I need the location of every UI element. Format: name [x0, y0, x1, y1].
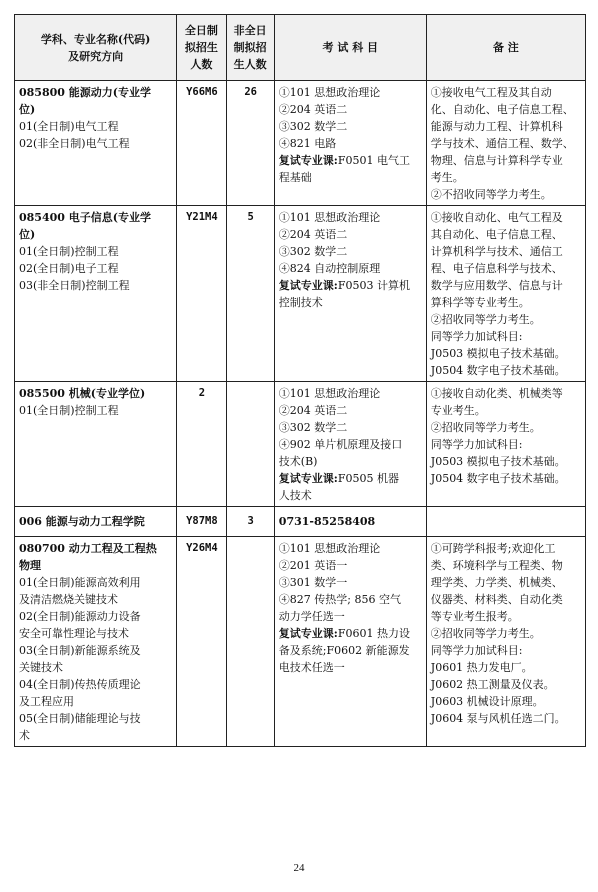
page-number: 24 [293, 862, 305, 874]
retest-line [279, 152, 423, 169]
retest-label: 复试专业课: [278, 154, 338, 167]
document-page [14, 14, 586, 747]
retest-label: 复试专业课: [278, 279, 338, 292]
retest-line [279, 470, 423, 487]
retest-label: 复试专业课: [278, 472, 338, 485]
fulltime-quota: Y26M4 [177, 537, 226, 747]
major-cell: 085400 电子信息(专业学 位) 01(全日制)控制工程 02(全日制)电子工程 03(非全日制)控制工程 [15, 206, 177, 382]
parttime-quota [226, 382, 274, 507]
header-exams: 考 试 科 目 [274, 15, 426, 81]
major-cell: 085800 能源动力(专业学 位) 01(全日制)电气工程 02(非全日制)电气工程 [15, 81, 177, 206]
college-phone: 0731-85258408 [274, 507, 426, 537]
retest-text: F0501 电气工 [337, 154, 410, 167]
header-parttime: 非全日 制拟招 生人数 [226, 15, 274, 81]
admissions-table [14, 14, 586, 747]
fulltime-quota: Y21M4 [177, 206, 226, 382]
exams-cell: ①101 思想政治理论 ②201 英语一 ③301 数学一 ④827 传热学; 856 空气 动力学任选一 复试专业课:F0601 热力设 备及系统;F0602 新能源发 电技术任选一 [274, 537, 426, 747]
fulltime-quota: Y66M6 [177, 81, 226, 206]
retest-line [279, 625, 423, 642]
major-cell: 080700 动力工程及工程热 物理 01(全日制)能源高效利用 及清洁燃烧关键技术 02(全日制)能源动力设备 安全可靠性理论与技术 03(全日制)新能源系统及 关键技术 04(全日制)传热传质理论 及工程应用 05(全日制)储能理论与技 术 [15, 537, 177, 747]
header-major: 学科、专业名称(代码) 及研究方向 [15, 15, 177, 81]
table-row [15, 537, 586, 747]
college-row [15, 507, 586, 537]
header-fulltime: 全日制 拟招生 人数 [177, 15, 226, 81]
parttime-quota: 5 [226, 206, 274, 382]
notes-cell: ①接收自动化类、机械类等 专业考生。 ②招收同等学力考生。 同等学力加试科目: J0503 模拟电子技术基础。 J0504 数字电子技术基础。 [426, 382, 585, 507]
header-notes: 备 注 [426, 15, 585, 81]
major-cell: 085500 机械(专业学位) 01(全日制)控制工程 [15, 382, 177, 507]
notes-cell: ①接收电气工程及其自动 化、自动化、电子信息工程、 能源与动力工程、计算机科 学与技术、通信工程、数学、 物理、信息与计算科学专业 考生。 ②不招收同等学力考生。 [426, 81, 585, 206]
parttime-quota [226, 537, 274, 747]
exams-cell: ①101 思想政治理论 ②204 英语二 ③302 数学二 ④821 电路 复试专业课:F0501 电气工 程基础 [274, 81, 426, 206]
table-header-row [15, 15, 586, 81]
retest-text: F0503 计算机 [337, 279, 410, 292]
parttime-quota: 3 [226, 507, 274, 537]
college-name: 006 能源与动力工程学院 [15, 507, 177, 537]
exams-cell: ①101 思想政治理论 ②204 英语二 ③302 数学二 ④824 自动控制原理 复试专业课:F0503 计算机 控制技术 [274, 206, 426, 382]
notes-cell: ①接收自动化、电气工程及 其自动化、电子信息工程、 计算机科学与技术、通信工 程、电子信息科学与技术、 数学与应用数学、信息与计 算科学等专业考生。 ②招收同等学力考生。 同等学力加试科目: J0503 模拟电子技术基础。 J0504 数字电子技术基础。 [426, 206, 585, 382]
retest-text: F0505 机器 [337, 472, 399, 485]
retest-line [279, 277, 423, 294]
table-row [15, 81, 586, 206]
exams-cell: ①101 思想政治理论 ②204 英语二 ③302 数学二 ④902 单片机原理及接口 技术(B) 复试专业课:F0505 机器 人技术 [274, 382, 426, 507]
fulltime-quota: Y87M8 [177, 507, 226, 537]
table-body [15, 81, 586, 747]
fulltime-quota: 2 [177, 382, 226, 507]
parttime-quota: 26 [226, 81, 274, 206]
table-row [15, 206, 586, 382]
notes-cell: ①可跨学科报考;欢迎化工 类、环境科学与工程类、物 理学类、力学类、机械类、 仪器类、材料类、自动化类 等专业考生报考。 ②招收同等学力考生。 同等学力加试科目: J0601 热力发电厂。 J0602 热工测量及仪表。 J0603 机械设计原理。 J0604 泵与风机任选二门。 [426, 537, 585, 747]
notes-cell [426, 507, 585, 537]
retest-text: F0601 热力设 [337, 627, 410, 640]
retest-label: 复试专业课: [278, 627, 338, 640]
table-row [15, 382, 586, 507]
